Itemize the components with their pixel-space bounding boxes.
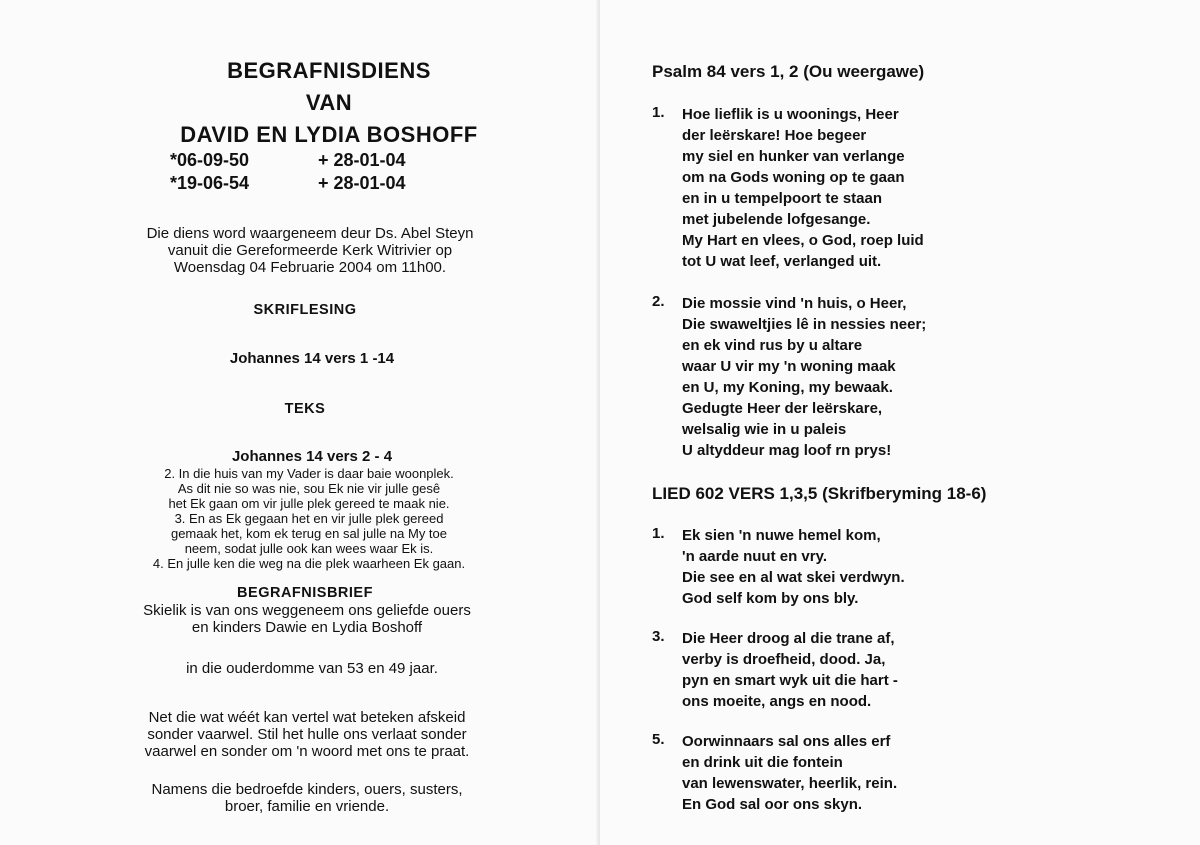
death-date: + 28-01-04 — [318, 173, 406, 193]
stanza-line: verby is droefheid, dood. Ja, — [682, 651, 886, 668]
stanza-line: Die swaweltjies lê in nessies neer; — [682, 316, 927, 333]
family-line: Namens die bedroefde kinders, ouers, susters, — [151, 781, 463, 798]
farewell-line: vaarwel en sonder om 'n woord met ons te praat. — [144, 743, 470, 760]
stanza-line: tot U wat leef, verlanged uit. — [682, 253, 882, 270]
letter-line: Skielik is van ons weggeneem ons geliefde ouers — [143, 602, 471, 619]
stanza-line: Die mossie vind 'n huis, o Heer, — [682, 295, 907, 312]
title-line-1: BEGRAFNISDIENS — [227, 58, 431, 83]
stanza-line: 'n aarde nuut en vry. — [682, 548, 827, 565]
stanza-line: met jubelende lofgesange. — [682, 211, 871, 228]
stanza-line: om na Gods woning op te gaan — [682, 169, 905, 186]
service-line: vanuit die Gereformeerde Kerk Witrivier op — [167, 242, 453, 259]
text-reference: Johannes 14 vers 2 - 4 — [231, 448, 393, 465]
stanza-number: 3. — [652, 628, 665, 645]
verse-line: het Ek gaan om vir julle plek gereed te maak nie. — [168, 496, 450, 511]
text-heading: TEKS — [284, 401, 326, 417]
service-line: Woensdag 04 Februarie 2004 om 11h00. — [173, 259, 447, 276]
stanza-number: 5. — [652, 731, 665, 748]
stanza-line: ons moeite, angs en nood. — [682, 693, 872, 710]
stanza-line: Gedugte Heer der leërskare, — [682, 400, 883, 417]
stanza-line: U altyddeur mag loof rn prys! — [682, 442, 892, 459]
stanza-number: 1. — [652, 104, 665, 121]
stanza-line: welsalig wie in u paleis — [682, 421, 847, 438]
family-line: broer, familie en vriende. — [224, 798, 390, 815]
stanza-line: My Hart en vlees, o God, roep luid — [682, 232, 924, 249]
stanza-line: en in u tempelpoort te staan — [682, 190, 883, 207]
text-verses — [0, 466, 600, 571]
letter-text — [0, 602, 600, 636]
verse-line: gemaak het, kom ek terug en sal julle na My toe — [170, 526, 448, 541]
stanza-number: 2. — [652, 293, 665, 310]
service-line: Die diens word waargeneem deur Ds. Abel Steyn — [146, 225, 474, 242]
stanza-number: 1. — [652, 525, 665, 542]
right-page — [600, 0, 1200, 845]
stanza-line: my siel en hunker van verlange — [682, 148, 905, 165]
stanza-line: der leërskare! Hoe begeer — [682, 127, 867, 144]
stanza-line: Oorwinnaars sal ons alles erf — [682, 733, 891, 750]
stanza-line: van lewenswater, heerlik, rein. — [682, 775, 898, 792]
stanza-line: Die Heer droog al die trane af, — [682, 630, 895, 647]
death-date: + 28-01-04 — [318, 150, 406, 170]
song-title: LIED 602 VERS 1,3,5 (Skrifberyming 18-6) — [652, 484, 987, 503]
service-info — [0, 225, 600, 276]
stanza-line: waar U vir my 'n woning maak — [682, 358, 896, 375]
farewell-text — [0, 709, 600, 760]
stanza-line: En God sal oor ons skyn. — [682, 796, 863, 813]
stanza-line: pyn en smart wyk uit die hart - — [682, 672, 898, 689]
stanza-line: Die see en al wat skei verdwyn. — [682, 569, 905, 586]
verse-line: As dit nie so was nie, sou Ek nie vir julle gesê — [177, 481, 441, 496]
farewell-line: Net die wat wéét kan vertel wat beteken afskeid — [148, 709, 466, 726]
stanza-line: Hoe lieflik is u woonings, Heer — [682, 106, 899, 123]
family-text — [0, 781, 600, 815]
verse-line: 2. In die huis van my Vader is daar baie woonplek. — [164, 466, 454, 481]
stanza-line: en drink uit die fontein — [682, 754, 843, 771]
stanza-line: Ek sien 'n nuwe hemel kom, — [682, 527, 881, 544]
title-line-3: DAVID EN LYDIA BOSHOFF — [180, 122, 478, 147]
scripture-reference: Johannes 14 vers 1 -14 — [229, 350, 395, 367]
letter-heading: BEGRAFNISBRIEF — [237, 585, 373, 601]
verse-line: neem, sodat julle ook kan wees waar Ek is. — [184, 541, 434, 556]
stanza-line: en U, my Koning, my bewaak. — [682, 379, 893, 396]
stanza-line: en ek vind rus by u altare — [682, 337, 863, 354]
scripture-heading: SKRIFLESING — [253, 302, 357, 318]
letter-line: en kinders Dawie en Lydia Boshoff — [191, 619, 423, 636]
title-line-2: VAN — [305, 90, 353, 115]
verse-line: 4. En julle ken die weg na die plek waarheen Ek gaan. — [152, 556, 466, 571]
birth-date: *19-06-54 — [170, 173, 250, 193]
birth-date: *06-09-50 — [170, 150, 250, 170]
psalm-title: Psalm 84 vers 1, 2 (Ou weergawe) — [652, 62, 925, 81]
farewell-line: sonder vaarwel. Stil het hulle ons verlaat sonder — [147, 726, 467, 743]
stanza-line: God self kom by ons bly. — [682, 590, 859, 607]
verse-line: 3. En as Ek gegaan het en vir julle plek gereed — [174, 511, 444, 526]
age-line: in die ouderdomme van 53 en 49 jaar. — [186, 660, 438, 677]
